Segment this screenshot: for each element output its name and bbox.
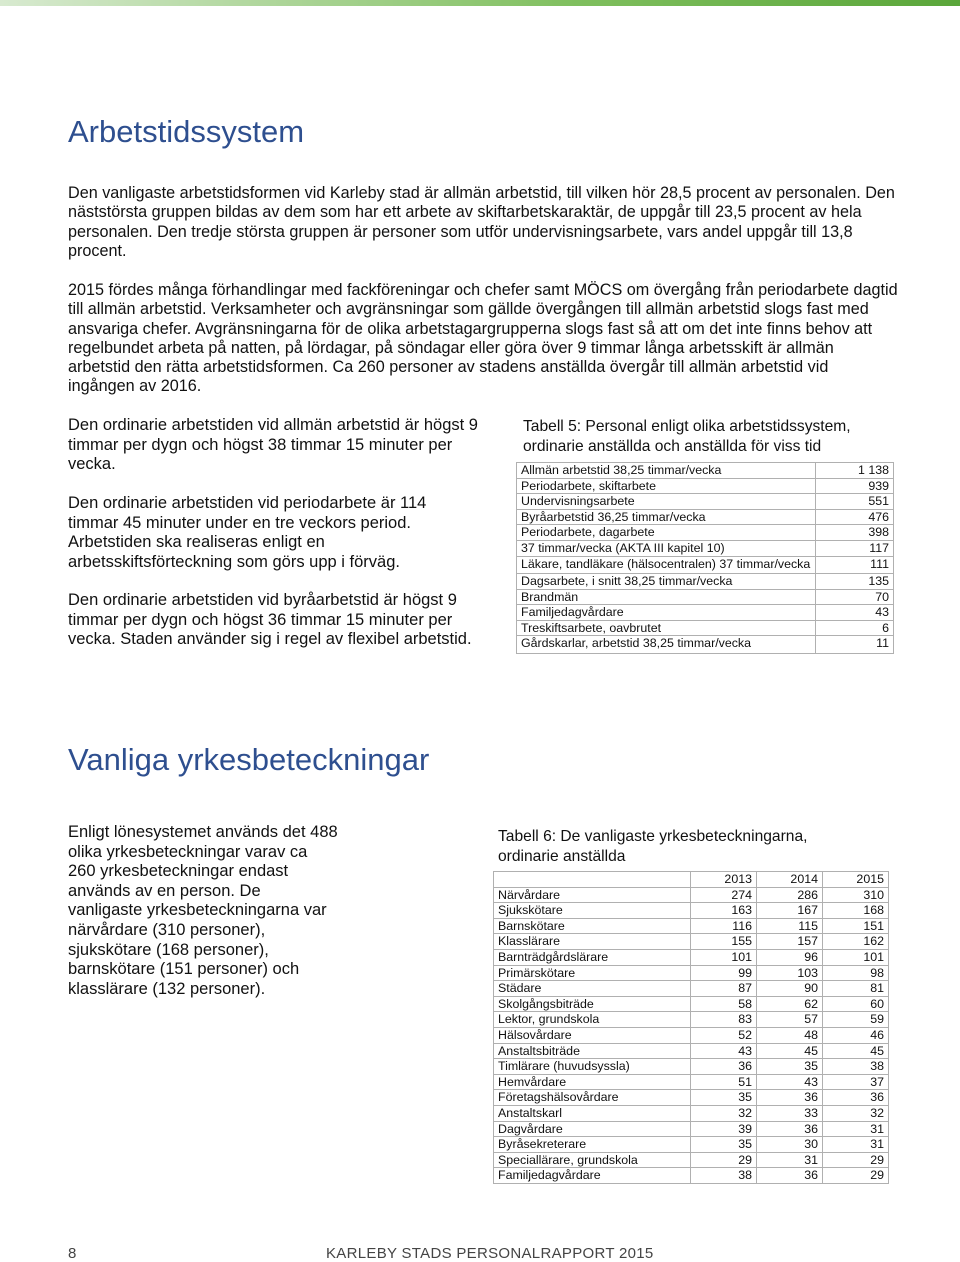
- table-cell-label: Undervisningsarbete: [517, 494, 816, 510]
- table-row: [517, 620, 894, 636]
- table-cell-label: Skolgångsbiträde: [494, 996, 691, 1012]
- table-row: [517, 636, 894, 654]
- table-header-cell: 2014: [757, 872, 823, 888]
- table6-caption: Tabell 6: De vanligaste yrkesbeteckningarna, ordinarie anställda: [498, 828, 808, 865]
- table-cell-label: Klasslärare: [494, 934, 691, 950]
- table-row: [517, 525, 894, 541]
- table-cell-label: Byråarbetstid 36,25 timmar/vecka: [517, 509, 816, 525]
- table-cell-value: 90: [757, 981, 823, 997]
- table-cell-value: 46: [823, 1027, 889, 1043]
- table5-caption: Tabell 5: Personal enligt olika arbetstidssystem, ordinarie anställda och anställda för viss tid: [523, 418, 851, 455]
- table-cell-value: 29: [691, 1152, 757, 1168]
- table-cell-label: Anstaltsbiträde: [494, 1043, 691, 1059]
- table-cell-label: Dagsarbete, i snitt 38,25 timmar/vecka: [517, 574, 816, 590]
- table-cell-value: 37: [823, 1074, 889, 1090]
- table-cell-value: 45: [757, 1043, 823, 1059]
- table-header-cell: 2013: [691, 872, 757, 888]
- table-cell-label: Närvårdare: [494, 887, 691, 903]
- table-row: [517, 478, 894, 494]
- table-cell-label: Speciallärare, grundskola: [494, 1152, 691, 1168]
- table-cell-value: 87: [691, 981, 757, 997]
- table-cell-value: 48: [757, 1027, 823, 1043]
- table-cell-label: Lektor, grundskola: [494, 1012, 691, 1028]
- section-title-arbetstidssystem: Arbetstidssystem: [68, 114, 305, 149]
- table-row: [517, 494, 894, 510]
- table-cell-value: 103: [757, 965, 823, 981]
- table-cell-value: 11: [816, 636, 894, 654]
- table-cell-value: 35: [757, 1059, 823, 1075]
- table-cell-label: Treskiftsarbete, oavbrutet: [517, 620, 816, 636]
- table-cell-value: 33: [757, 1105, 823, 1121]
- table-row: [517, 509, 894, 525]
- table-cell-value: 939: [816, 478, 894, 494]
- table-cell-value: 60: [823, 996, 889, 1012]
- table-cell-value: 96: [757, 949, 823, 965]
- table-row: [517, 463, 894, 479]
- side-text-byraarbetstid: Den ordinarie arbetstiden vid byråarbetstid är högst 9 timmar per dygn och högst 36 timmar 15 minuter per vecka. Staden använder sig i regel av flexibel arbetstid.: [68, 591, 472, 649]
- page-number: 8: [68, 1245, 77, 1262]
- table-row: [494, 1074, 889, 1090]
- table-cell-value: 38: [691, 1168, 757, 1184]
- table-cell-value: 35: [691, 1090, 757, 1106]
- table-cell-value: 115: [757, 918, 823, 934]
- table-row: [494, 981, 889, 997]
- table-row: [517, 605, 894, 621]
- table-row: [517, 574, 894, 590]
- table-row: [494, 1121, 889, 1137]
- table-cell-value: 286: [757, 887, 823, 903]
- table-header-row: [494, 872, 889, 888]
- table-cell-value: 31: [823, 1121, 889, 1137]
- table-cell-value: 155: [691, 934, 757, 950]
- table-cell-label: Periodarbete, dagarbete: [517, 525, 816, 541]
- table-cell-value: 117: [816, 540, 894, 556]
- table-cell-value: 43: [757, 1074, 823, 1090]
- table-cell-value: 52: [691, 1027, 757, 1043]
- table-cell-value: 398: [816, 525, 894, 541]
- table-cell-value: 476: [816, 509, 894, 525]
- table-cell-label: Familjedagvårdare: [517, 605, 816, 621]
- table-cell-value: 35: [691, 1137, 757, 1153]
- table-cell-label: Företagshälsovårdare: [494, 1090, 691, 1106]
- table-cell-value: 101: [823, 949, 889, 965]
- table-row: [494, 887, 889, 903]
- table-cell-value: 6: [816, 620, 894, 636]
- table-row: [494, 1043, 889, 1059]
- table-cell-label: Barnträdgårdslärare: [494, 949, 691, 965]
- table-cell-value: 70: [816, 589, 894, 605]
- table-cell-value: 167: [757, 903, 823, 919]
- table-cell-label: Primärskötare: [494, 965, 691, 981]
- table-cell-label: Brandmän: [517, 589, 816, 605]
- table-row: [517, 540, 894, 556]
- table-cell-value: 32: [691, 1105, 757, 1121]
- table-cell-value: 31: [823, 1137, 889, 1153]
- side-text-yrkesbeteckningar: Enligt lönesystemet används det 488 olika yrkesbeteckningar varav ca 260 yrkesbeteckningar endast används av en person. De vanligaste yrkesbeteckningarna var närvårdare (310 personer), sjukskötare (168 personer), barnskötare (151 personer) och klasslärare (132 personer).: [68, 823, 338, 998]
- table-cell-label: Hälsovårdare: [494, 1027, 691, 1043]
- table-cell-value: 98: [823, 965, 889, 981]
- table-row: [494, 1027, 889, 1043]
- table-cell-value: 163: [691, 903, 757, 919]
- table-cell-value: 58: [691, 996, 757, 1012]
- table-cell-value: 81: [823, 981, 889, 997]
- table-row: [494, 965, 889, 981]
- table-cell-value: 310: [823, 887, 889, 903]
- table-row: [494, 1105, 889, 1121]
- table-cell-label: Dagvårdare: [494, 1121, 691, 1137]
- table-cell-value: 36: [823, 1090, 889, 1106]
- table-row: [494, 1012, 889, 1028]
- table-row: [494, 1168, 889, 1184]
- table-cell-label: Allmän arbetstid 38,25 timmar/vecka: [517, 463, 816, 479]
- side-text-allman: Den ordinarie arbetstiden vid allmän arbetstid är högst 9 timmar per dygn och högst 38 timmar 15 minuter per vecka.: [68, 416, 478, 474]
- table-cell-label: Byråsekreterare: [494, 1137, 691, 1153]
- table-row: [494, 903, 889, 919]
- table-cell-label: Gårdskarlar, arbetstid 38,25 timmar/vecka: [517, 636, 816, 654]
- table-row: [494, 1090, 889, 1106]
- table-row: [517, 589, 894, 605]
- table-row: [494, 949, 889, 965]
- section-title-yrkesbeteckningar: Vanliga yrkesbeteckningar: [68, 742, 430, 777]
- table-cell-value: 38: [823, 1059, 889, 1075]
- table-cell-label: Timlärare (huvudsyssla): [494, 1059, 691, 1075]
- table-cell-label: Städare: [494, 981, 691, 997]
- table-cell-value: 36: [757, 1090, 823, 1106]
- table-cell-value: 551: [816, 494, 894, 510]
- table-cell-value: 101: [691, 949, 757, 965]
- top-accent-line: [0, 0, 960, 6]
- table-row: [494, 1059, 889, 1075]
- table-cell-value: 62: [757, 996, 823, 1012]
- table-cell-value: 29: [823, 1152, 889, 1168]
- table-cell-value: 31: [757, 1152, 823, 1168]
- table-header-cell: [494, 872, 691, 888]
- table-cell-value: 151: [823, 918, 889, 934]
- table-cell-value: 45: [823, 1043, 889, 1059]
- table-cell-value: 274: [691, 887, 757, 903]
- table-cell-value: 51: [691, 1074, 757, 1090]
- table-row: [494, 918, 889, 934]
- intro-paragraph: Den vanligaste arbetstidsformen vid Karleby stad är allmän arbetstid, till vilken hör 28,5 procent av personalen. Den näststörsta gruppen bildas av dem som har ett arbete av skiftarbetskaraktär, de uppgår till 23,5 procent av hela personalen. Den tredje största gruppen är personer som utför undervisningsarbete, vars andel uppgår till 13,8 procent.: [68, 184, 895, 260]
- table-cell-value: 59: [823, 1012, 889, 1028]
- table-cell-label: 37 timmar/vecka (AKTA III kapitel 10): [517, 540, 816, 556]
- table-row: [494, 1152, 889, 1168]
- table-cell-value: 32: [823, 1105, 889, 1121]
- table-cell-value: 29: [823, 1168, 889, 1184]
- side-text-periodarbete: Den ordinarie arbetstiden vid periodarbete är 114 timmar 45 minuter under en tre veckors period. Arbetstiden ska realiseras enligt en arbetsskiftsförteckning som görs upp i förväg.: [68, 494, 427, 571]
- table-cell-value: 83: [691, 1012, 757, 1028]
- table-cell-value: 30: [757, 1137, 823, 1153]
- table-row: [494, 1137, 889, 1153]
- table-cell-value: 116: [691, 918, 757, 934]
- table-cell-label: Hemvårdare: [494, 1074, 691, 1090]
- table-cell-label: Barnskötare: [494, 918, 691, 934]
- table-row: [494, 996, 889, 1012]
- table-cell-value: 135: [816, 574, 894, 590]
- table-cell-value: 57: [757, 1012, 823, 1028]
- table-cell-label: Anstaltskarl: [494, 1105, 691, 1121]
- table5-arbetstidssystem: [516, 462, 894, 654]
- table-cell-label: Periodarbete, skiftarbete: [517, 478, 816, 494]
- table-cell-value: 162: [823, 934, 889, 950]
- table-cell-label: Sjukskötare: [494, 903, 691, 919]
- table-cell-value: 36: [757, 1168, 823, 1184]
- table-cell-value: 43: [816, 605, 894, 621]
- table-header-cell: 2015: [823, 872, 889, 888]
- table-cell-value: 36: [757, 1121, 823, 1137]
- table-cell-value: 99: [691, 965, 757, 981]
- table6-yrkesbeteckningar: [493, 871, 889, 1184]
- table-cell-label: Läkare, tandläkare (hälsocentralen) 37 timmar/vecka: [517, 556, 816, 574]
- table-cell-value: 43: [691, 1043, 757, 1059]
- table-cell-value: 1 138: [816, 463, 894, 479]
- table-cell-value: 157: [757, 934, 823, 950]
- table-cell-value: 168: [823, 903, 889, 919]
- footer-publication: KARLEBY STADS PERSONALRAPPORT 2015: [326, 1245, 654, 1262]
- table-row: [494, 934, 889, 950]
- table-cell-value: 36: [691, 1059, 757, 1075]
- table-cell-value: 111: [816, 556, 894, 574]
- table-row: [517, 556, 894, 574]
- negotiation-paragraph: 2015 fördes många förhandlingar med fackföreningar och chefer samt MÖCS om övergång från periodarbete dagtid till allmän arbetstid. Verksamheter och avgränsningar som gällde övergången till allmän arbetstid slogs fast med ansvariga chefer. Avgränsningarna för de olika arbetstagargrupperna slogs fast så att om det inte finns behov att regelbundet arbeta på natten, på lördagar, på söndagar eller göra över 9 timmar långa arbetsskift är allmän arbetstid den rätta arbetstidsformen. Ca 260 personer av stadens anställda övergår till allmän arbetstid vid ingången av 2016.: [68, 281, 898, 396]
- table-cell-label: Familjedagvårdare: [494, 1168, 691, 1184]
- table-cell-value: 39: [691, 1121, 757, 1137]
